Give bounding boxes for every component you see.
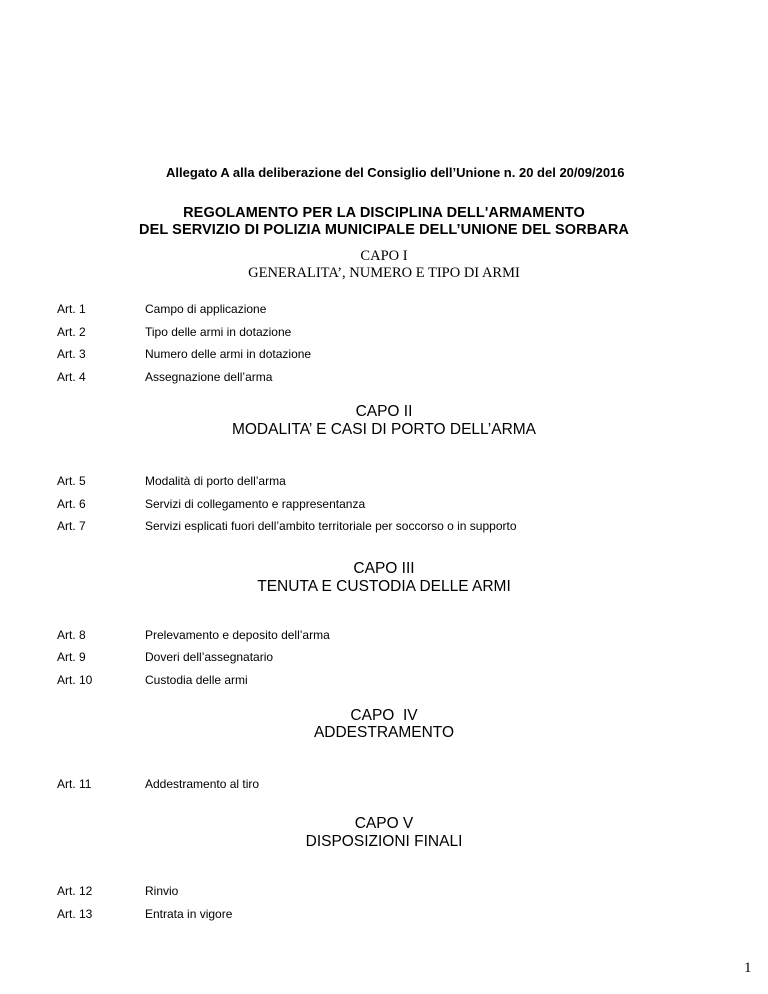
chapter-4-title: ADDESTRAMENTO xyxy=(313,724,455,741)
article-number: Art. 13 xyxy=(57,907,93,921)
chapter-2-heading: CAPO II xyxy=(355,403,413,420)
article-number: Art. 9 xyxy=(57,650,86,664)
article-number: Art. 1 xyxy=(57,302,86,316)
article-title: Tipo delle armi in dotazione xyxy=(145,325,292,339)
article-title: Prelevamento e deposito dell’arma xyxy=(145,628,330,642)
chapter-1-title: GENERALITA’, NUMERO E TIPO DI ARMI xyxy=(248,265,520,281)
article-number: Art. 6 xyxy=(57,497,86,511)
allegato-heading: Allegato A alla deliberazione del Consiglio dell’Unione n. 20 del 20/09/2016 xyxy=(166,165,625,180)
article-title: Servizi esplicati fuori dell’ambito territoriale per soccorso o in supporto xyxy=(145,519,517,533)
article-title: Modalità di porto dell’arma xyxy=(145,474,286,488)
article-number: Art. 11 xyxy=(57,777,92,791)
chapter-4-heading: CAPO IV xyxy=(350,707,418,724)
article-number: Art. 2 xyxy=(57,325,86,339)
article-title: Servizi di collegamento e rappresentanza xyxy=(145,497,366,511)
article-title: Doveri dell’assegnatario xyxy=(145,650,274,664)
article-number: Art. 12 xyxy=(57,884,93,898)
page-number: 1 xyxy=(744,960,752,976)
chapter-3-heading: CAPO III xyxy=(353,560,415,577)
document-title-line1: REGOLAMENTO PER LA DISCIPLINA DELL'ARMAMENTO xyxy=(183,205,585,221)
article-title: Campo di applicazione xyxy=(145,302,267,316)
chapter-3-title: TENUTA E CUSTODIA DELLE ARMI xyxy=(257,578,511,595)
article-number: Art. 4 xyxy=(57,370,86,384)
article-title: Entrata in vigore xyxy=(145,907,233,921)
document-title-line2: DEL SERVIZIO DI POLIZIA MUNICIPALE DELL’UNIONE DEL SORBARA xyxy=(139,222,629,238)
article-title: Custodia delle armi xyxy=(145,673,248,687)
article-number: Art. 8 xyxy=(57,628,86,642)
article-number: Art. 7 xyxy=(57,519,86,533)
article-number: Art. 10 xyxy=(57,673,93,687)
article-title: Addestramento al tiro xyxy=(145,777,260,791)
article-number: Art. 5 xyxy=(57,474,86,488)
chapter-5-heading: CAPO V xyxy=(354,815,414,832)
article-title: Numero delle armi in dotazione xyxy=(145,347,312,361)
chapter-1-heading: CAPO I xyxy=(360,248,408,264)
article-number: Art. 3 xyxy=(57,347,86,361)
article-title: Rinvio xyxy=(145,884,179,898)
article-title: Assegnazione dell’arma xyxy=(145,370,273,384)
chapter-2-title: MODALITA’ E CASI DI PORTO DELL’ARMA xyxy=(231,421,537,438)
chapter-5-title: DISPOSIZIONI FINALI xyxy=(305,833,463,850)
